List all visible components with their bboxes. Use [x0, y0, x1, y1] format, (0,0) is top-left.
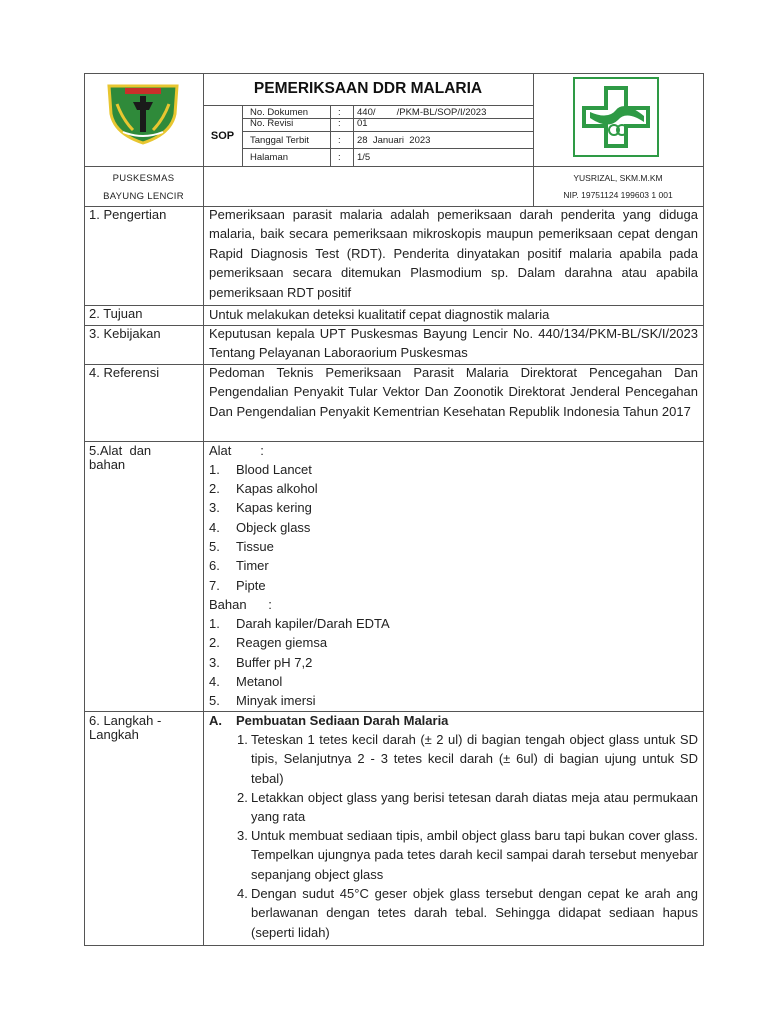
list-item-num: 2.: [209, 635, 220, 650]
list-item-num: 6.: [209, 558, 220, 573]
list-item-num: 4.: [209, 520, 220, 535]
list-item-num: 7.: [209, 578, 220, 593]
meta-value-tanggal: 28 Januari 2023: [357, 135, 431, 146]
step-text: Dengan sudut 45°C geser objek glass tersebut dengan cepat ke arah ang berlawanan dengan tetes darah tebal. Sehingga didapat sediaan hapus (seperti lidah): [251, 886, 698, 940]
list-item-num: 1.: [209, 616, 220, 631]
bahan-heading: Bahan :: [209, 597, 272, 612]
org-line-2: BAYUNG LENCIR: [103, 191, 184, 202]
list-item: Darah kapiler/Darah EDTA: [236, 616, 390, 631]
label-line-1: 5.Alat dan: [89, 443, 152, 458]
label-line-2: bahan: [89, 457, 126, 472]
subsection-letter: A.: [209, 713, 222, 728]
meta-value-revisi: 01: [357, 118, 368, 129]
label-line-2: Langkah: [89, 727, 139, 742]
step-number: 2.: [237, 790, 248, 805]
section-text-pengertian: Pemeriksaan parasit malaria adalah pemeriksaan darah penderita yang diduga malaria, baik secara pemeriksaan mikroskopis maupun pemeriksaan cepat dengan Rapid Diagnosis Test (RDT). Penderita dinyatakan positif malaria apabila pada pemeriksaan secara ditemukan Plasmodium sp. Dalam darahna atau apabila pemeriksaan RDT positif: [209, 207, 698, 300]
meta-value-halaman: 1/5: [357, 152, 371, 163]
meta-label-dokumen: No. Dokumen: [250, 107, 309, 118]
meta-sep: :: [338, 118, 341, 129]
list-item: Objeck glass: [236, 520, 311, 535]
list-item-num: 5.: [209, 693, 220, 708]
step-text: Untuk membuat sediaan tipis, ambil object glass baru tapi bukan cover glass. Tempelkan ujungnya pada tetes darah kecil sampai darah tersebut menyebar sepanjang object glass: [251, 828, 698, 882]
sop-label: SOP: [210, 130, 235, 142]
document-title: PEMERIKSAAN DDR MALARIA: [253, 80, 483, 97]
puskesmas-logo-icon: [568, 76, 664, 158]
list-item: Metanol: [236, 674, 283, 689]
list-item: Minyak imersi: [236, 693, 316, 708]
step-number: 3.: [237, 828, 248, 843]
organization-name: [84, 170, 203, 206]
list-item-num: 2.: [209, 481, 220, 496]
section-text-tujuan: Untuk melakukan deteksi kualitatif cepat diagnostik malaria: [209, 307, 550, 322]
section-label-referensi: 4. Referensi: [89, 365, 160, 380]
signer-nip: NIP. 19751124 199603 1 001: [563, 190, 673, 200]
list-item-num: 3.: [209, 655, 220, 670]
signer-name: YUSRIZAL, SKM.M.KM: [573, 173, 663, 183]
step-number: 4.: [237, 886, 248, 901]
section-label-tujuan: 2. Tujuan: [89, 306, 143, 321]
section-text-referensi: Pedoman Teknis Pemeriksaan Parasit Malaria Direktorat Pencegahan Dan Pengendalian Penyakit Tular Vektor Dan Zoonotik Direktorat Jenderal Pencegahan Dan Pengendalian Penyakit Kementrian Kesehatan Republik Indonesia Tahun 2017: [209, 365, 698, 419]
meta-label-halaman: Halaman: [250, 152, 289, 163]
section-label-langkah: [89, 714, 161, 742]
list-item: Reagen giemsa: [236, 635, 328, 650]
section-text-kebijakan: Keputusan kepala UPT Puskesmas Bayung Lencir No. 440/134/PKM-BL/SK/I/2023 Tentang Pelayanan Laboraorium Puskesmas: [209, 326, 698, 361]
section-label-pengertian: 1. Pengertian: [89, 207, 167, 222]
list-item-num: 1.: [209, 462, 220, 477]
section-label-kebijakan: 3. Kebijakan: [89, 326, 161, 341]
meta-sep: :: [338, 135, 341, 146]
meta-label-tanggal: Tanggal Terbit: [250, 135, 309, 146]
regency-emblem-icon: [103, 80, 183, 146]
list-item: Buffer pH 7,2: [236, 655, 313, 670]
meta-sep: :: [338, 152, 341, 163]
list-item-num: 3.: [209, 500, 220, 515]
step-text: Teteskan 1 tetes kecil darah (± 2 ul) di bagian tengah object glass untuk SD tipis, Selanjutnya 2 - 3 tetes kecil darah (± 6ul) di bagian ujung untuk SD tebal): [251, 732, 698, 786]
list-item-num: 5.: [209, 539, 220, 554]
org-line-1: PUSKESMAS: [112, 173, 175, 184]
alat-heading: Alat :: [209, 443, 264, 458]
list-item: Kapas kering: [236, 500, 312, 515]
meta-sep: :: [338, 107, 341, 118]
section-label-alat-bahan: [89, 444, 151, 472]
list-item: Blood Lancet: [236, 462, 312, 477]
signer-block: [533, 170, 703, 204]
subsection-heading: Pembuatan Sediaan Darah Malaria: [236, 713, 449, 728]
step-number: 1.: [237, 732, 248, 747]
list-item: Tissue: [236, 539, 274, 554]
label-line-1: 6. Langkah -: [89, 713, 162, 728]
step-text: Letakkan object glass yang berisi tetesan darah diatas meja atau permukaan yang rata: [251, 790, 698, 825]
list-item: Pipte: [236, 578, 266, 593]
list-item: Kapas alkohol: [236, 481, 318, 496]
meta-label-revisi: No. Revisi: [250, 118, 294, 129]
meta-value-dokumen: 440/ /PKM-BL/SOP/I/2023: [357, 107, 487, 118]
list-item: Timer: [236, 558, 269, 573]
list-item-num: 4.: [209, 674, 220, 689]
